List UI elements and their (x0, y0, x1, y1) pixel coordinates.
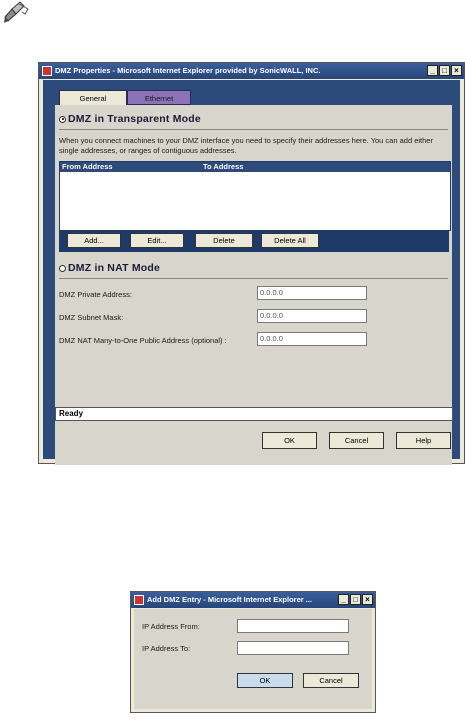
add-button[interactable]: Add... (67, 233, 121, 248)
ip-from-label: IP Address From: (142, 622, 200, 631)
transparent-mode-option[interactable] (59, 113, 201, 125)
minimize-button[interactable]: _ (338, 594, 349, 605)
nat-mode-radio[interactable] (59, 265, 66, 272)
title-bar (39, 63, 464, 79)
minimize-button[interactable]: _ (427, 65, 438, 76)
ok-button[interactable]: OK (262, 432, 317, 449)
cancel-button[interactable]: Cancel (329, 432, 384, 449)
help-button[interactable]: Help (396, 432, 451, 449)
dmz-subnet-mask-input[interactable]: 0.0.0.0 (257, 309, 367, 323)
ip-from-input[interactable] (237, 619, 349, 633)
tab-general[interactable]: General (59, 90, 127, 106)
delete-button[interactable]: Delete (195, 233, 253, 248)
title-bar (131, 592, 375, 608)
divider (59, 278, 448, 279)
pencil-note-icon (2, 0, 32, 26)
transparent-mode-label: DMZ in Transparent Mode (68, 113, 201, 125)
cancel-button[interactable]: Cancel (303, 673, 359, 688)
window-body (134, 609, 372, 709)
table-button-bar (59, 230, 449, 252)
dmz-subnet-mask-label: DMZ Subnet Mask: (59, 313, 124, 322)
window-body (43, 80, 460, 459)
dmz-private-address-input[interactable]: 0.0.0.0 (257, 286, 367, 300)
window-title: Add DMZ Entry - Microsoft Internet Explorer ... (147, 595, 313, 604)
ok-button[interactable]: OK (237, 673, 293, 688)
ip-to-label: IP Address To: (142, 644, 191, 653)
column-to-address: To Address (203, 162, 244, 171)
ip-to-input[interactable] (237, 641, 349, 655)
window-title: DMZ Properties - Microsoft Internet Explorer provided by SonicWALL, INC. (55, 66, 321, 75)
close-button[interactable]: × (451, 65, 462, 76)
dmz-nat-public-address-input[interactable]: 0.0.0.0 (257, 332, 367, 346)
divider (59, 129, 448, 130)
status-bar: Ready (55, 407, 453, 421)
column-from-address: From Address (62, 162, 113, 171)
ie-icon (42, 66, 52, 76)
nat-mode-option[interactable] (59, 262, 160, 274)
tab-ethernet[interactable]: Ethernet (127, 90, 191, 105)
dmz-nat-public-address-label: DMZ NAT Many-to-One Public Address (optional) : (59, 336, 227, 345)
transparent-mode-radio[interactable] (59, 116, 66, 123)
table-header (60, 162, 450, 172)
maximize-button[interactable]: □ (350, 594, 361, 605)
close-button[interactable]: × (362, 594, 373, 605)
maximize-button[interactable]: □ (439, 65, 450, 76)
transparent-mode-description: When you connect machines to your DMZ interface you need to specify their addresses here. You can add either single addresses, or ranges of contiguous addresses. (59, 136, 433, 155)
ie-icon (134, 595, 144, 605)
address-table[interactable] (59, 161, 451, 231)
dmz-properties-window (38, 62, 465, 464)
delete-all-button[interactable]: Delete All (261, 233, 319, 248)
add-dmz-entry-window (130, 591, 376, 713)
edit-button[interactable]: Edit... (130, 233, 184, 248)
dmz-private-address-label: DMZ Private Address: (59, 290, 132, 299)
nat-mode-label: DMZ in NAT Mode (68, 262, 161, 274)
